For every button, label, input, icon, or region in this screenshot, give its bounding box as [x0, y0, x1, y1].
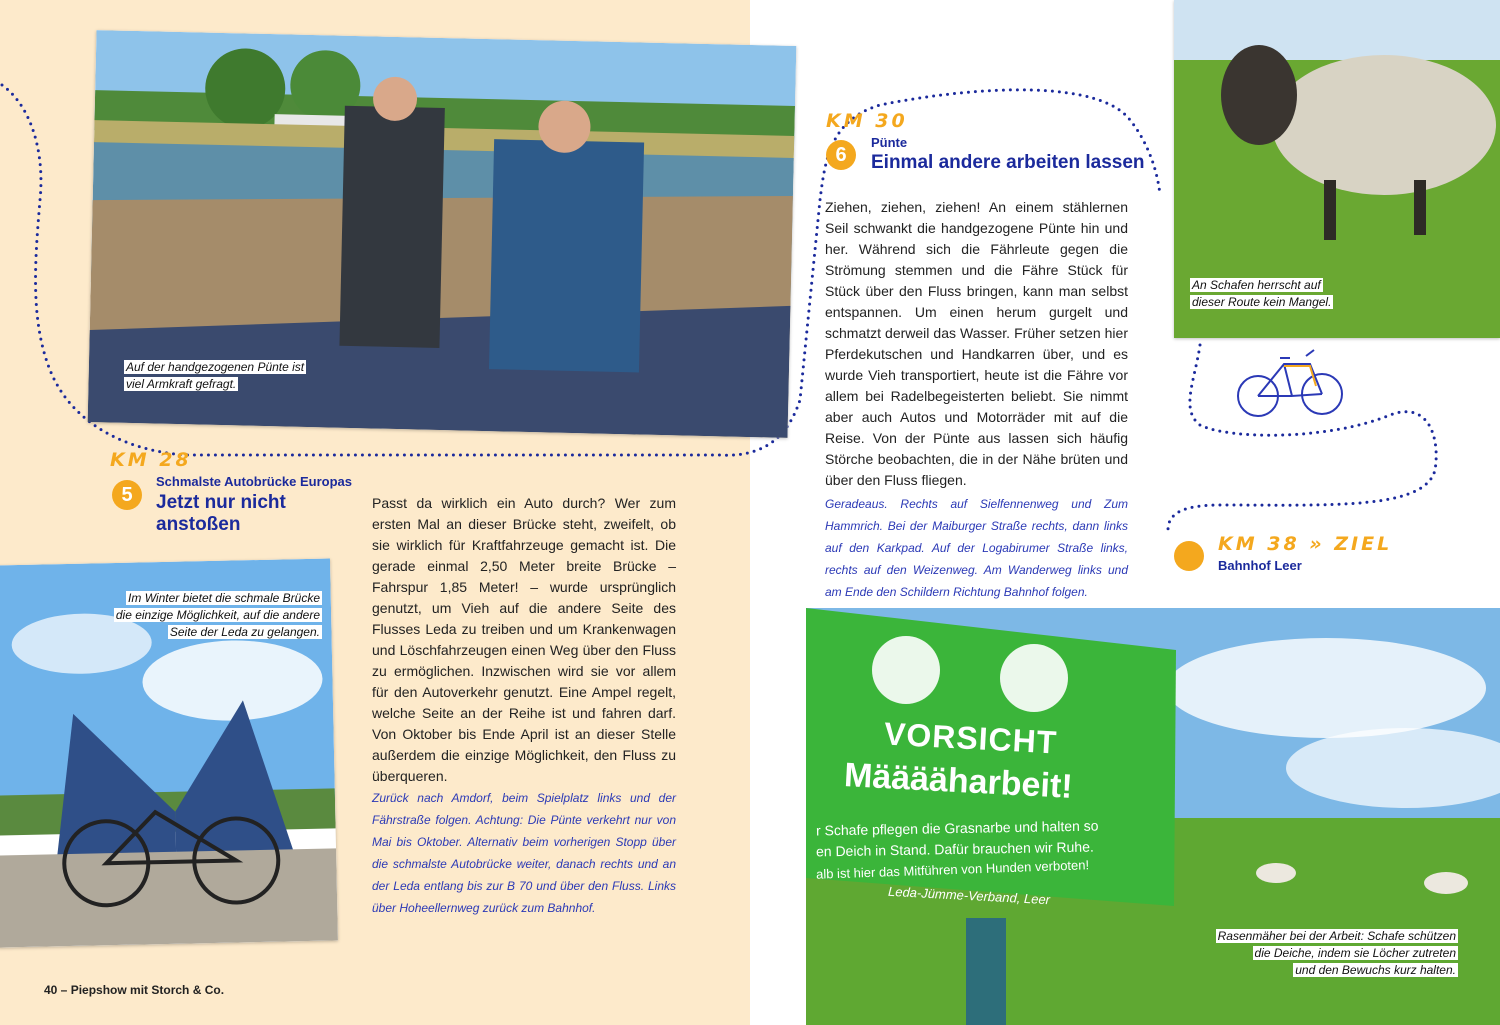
page-footer: 40 – Piepshow mit Storch & Co.: [44, 983, 225, 997]
stop-number-6: 6: [826, 140, 856, 170]
finish-km-label: KM 38 » ZIEL: [1218, 533, 1393, 555]
section6-kicker: Pünte: [871, 135, 908, 150]
section6-body: Ziehen, ziehen, ziehen! An einem stählernen Seil schwankt die handgezogene Pünte hin und her. Während sich die Fährleute gegen die Strömung stemmen und die Fähre Stück für Stück über den Fluss bringen, kann man selbst entspannen. Um einen herum gurgelt und schmatzt derweil das Wasser. Früher setzen hier Pferdekutschen und Handkarren über, und es wurde Vieh transportiert, heute ist die Fähre vor allem bei Radelbegeisterten beliebt. Sie nimmt aber auch Autos und Motorräder mit auf die Reise. Von der Pünte aus lassen sich häufig Störche beobachten, die in der Nähe brüten und über den Fluss fliegen.: [825, 199, 1128, 488]
section5-headline: Jetzt nur nicht anstoßen: [156, 492, 286, 535]
finish-label: Bahnhof Leer: [1218, 558, 1302, 573]
sign-caption: Rasenmäher bei der Arbeit: Schafe schützen die Deiche, indem sie Löcher zutreten und den Bewuchs kurz halten.: [1217, 929, 1456, 977]
sign-line-4: Leda-Jümme-Verband, Leer: [887, 883, 1051, 908]
ferry-caption: Auf der handgezogenen Pünte ist viel Armkraft gefragt.: [126, 360, 305, 391]
section6-route: Geradeaus. Rechts auf Sielfennenweg und Zum Hammrich. Bei der Maiburger Straße rechts, dann links auf den Karkpad. Auf der Logabirumer Straße links, rechts auf den Weizenweg. Am Wanderweg links und am Ende den Schildern Richtung Bahnhof folgen.: [825, 497, 1128, 599]
section6-headline: Einmal andere arbeiten lassen: [871, 152, 1145, 173]
km-28-label: KM 28: [110, 449, 192, 471]
sign-line-1: r Schafe pflegen die Grasnarbe und halten so: [815, 817, 1099, 839]
section5-body: Passt da wirklich ein Auto durch? Wer zum ersten Mal an dieser Brücke steht, zweifelt, ob sie wirklich für Kraftfahrzeuge gemacht ist. Die gerade einmal 2,50 Meter breite Brücke – Fahrspur 1,85 Meter! – wurde ursprünglich genutzt, um Vieh auf die andere Seite des Flusses Leda zu treiben und um Krankenwagen und Löschfahrzeugen einen Weg über den Fluss zu ermöglichen. Inzwischen wird sie vor allem für den Autoverkehr genutzt. Eine Ampel regelt, welche Seite an der Reihe ist und fahren darf. Von Oktober bis Ende April ist an dieser Stelle außerdem die einzige Möglichkeit, den Fluss zu überqueren.: [372, 495, 676, 784]
section5-route: Zurück nach Amdorf, beim Spielplatz links und der Fährstraße folgen. Achtung: Die Pünte verkehrt nur von Mai bis Oktober. Alternativ beim vorherigen Stopp über die schmalste Autobrücke weiter, danach rechts und an der Leda entlang bis zur B 70 und über den Fluss. Links über Hoheellernweg zurück zum Bahnhof.: [372, 791, 676, 915]
sign-text: [806, 608, 1186, 908]
stop-number-5: 5: [112, 480, 142, 510]
bicycle-illustration: [1236, 344, 1346, 422]
finish-dot: [1174, 541, 1204, 571]
sign-vorsicht: VORSICHT: [883, 715, 1059, 761]
bridge-caption: Im Winter bietet die schmale Brücke die einzige Möglichkeit, auf die andere Seite der Leda zu gelangen.: [115, 591, 320, 639]
sign-line-2: en Deich in Stand. Dafür brauchen wir Ruhe.: [815, 838, 1094, 860]
sign-headline: Määääharbeit!: [843, 756, 1074, 806]
sheep-caption: An Schafen herrscht auf dieser Route kein Mangel.: [1192, 278, 1332, 309]
km-30-label: KM 30: [826, 110, 908, 132]
section5-kicker: Schmalste Autobrücke Europas: [156, 474, 353, 489]
sign-line-3: alb ist hier das Mitführen von Hunden verboten!: [815, 857, 1090, 882]
